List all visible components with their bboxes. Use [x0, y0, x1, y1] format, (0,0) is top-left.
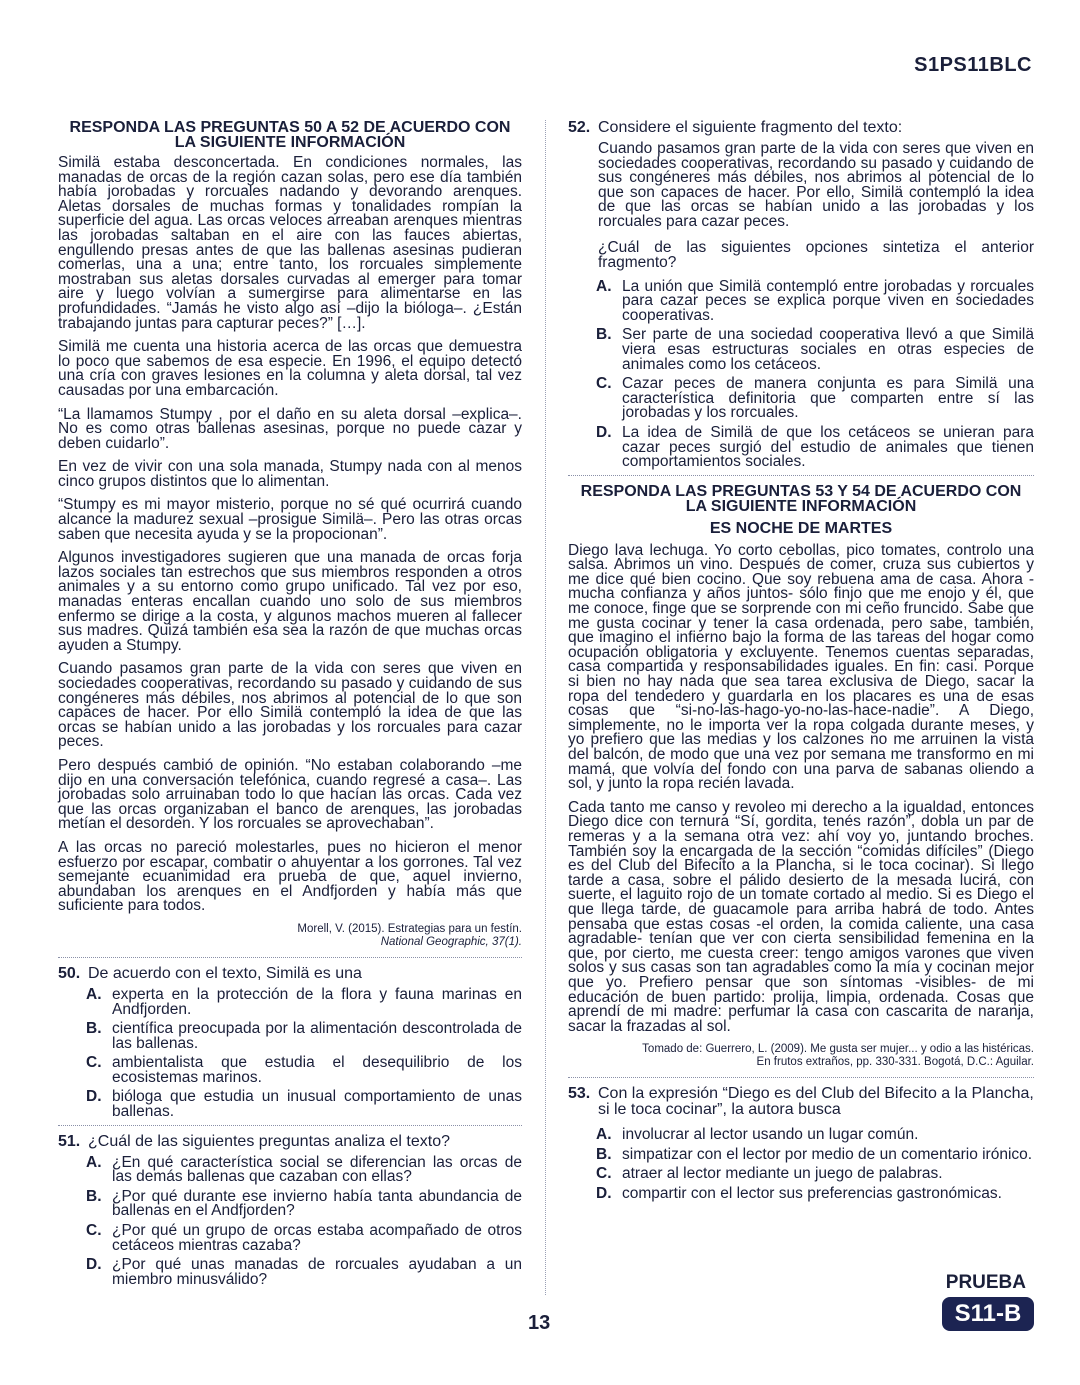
separator: [58, 1125, 522, 1126]
question-stem: ¿Cuál de las siguientes preguntas analiza el texto?: [88, 1132, 450, 1150]
citation-line: Tomado de: Guerrero, L. (2009). Me gusta ser mujer... y odio a las histéricas.: [642, 1043, 1034, 1056]
option-text: involucrar al lector usando un lugar común.: [622, 1126, 919, 1144]
option-letter: B.: [86, 1020, 102, 1038]
section-heading-50-52: RESPONDA LAS PREGUNTAS 50 A 52 DE ACUERDO CON LA SIGUIENTE INFORMACIÓN: [69, 119, 511, 151]
answer-option-b[interactable]: [86, 1187, 522, 1220]
reading-paragraph: Diego lava lechuga. Yo corto cebollas, pico tomates, controlo una salsa. Abrimos un vino. Después de comer, cruza sus cubiertos y me dice qué bien cocino. Que soy rebuena ama de casa. Ahora -mucha confianza y años juntos- sólo finjo que me enojo y él, que me conoce, finge que se sorprende con mi ceño fruncido. Sabe que me gusta cocinar y tener la casa ordenada, pero sabe, también, que imagino el infierno bajo la forma de las tareas del hogar como ocupación obligatoria y excluyente. Tenemos cuentas separadas, casa compartida y responsabilidades iguales. En fin: casi. Porque si bien no hay nada que sea tarea exclusiva de Diego, sacar la ropa del tendedero y guardarla en los placares es una de esas cosas que “si-no-las-hago-yo-no-las-hace-nadie”. A Diego, simplemente, no le importa ver la ropa colgada durante meses, y yo prefiero que las medias y los calzones no me arruinen la vista del balcón, de modo que una vez por semana me transformo en mi mamá, que volvía del fondo con una parva de sabanas oliendo a sol, y junto la ropa recién lavada.: [568, 541, 1034, 793]
question-52: [568, 120, 1034, 136]
option-letter: B.: [596, 326, 612, 344]
answer-option-a[interactable]: [596, 1128, 1034, 1143]
question-prompt: ¿Cuál de las siguientes opciones sintetiza el anterior fragmento?: [598, 238, 1034, 271]
option-letter: B.: [86, 1187, 102, 1205]
question-51-options: [86, 1153, 522, 1288]
question-53: [568, 1086, 1034, 1118]
answer-option-d[interactable]: [86, 1258, 522, 1287]
quoted-fragment: Cuando pasamos gran parte de la vida con seres que viven en sociedades cooperativas, recordando su pasado y cuidando de sus congéneres más débiles, nos abrimos al potencial de lo que son capaces de hacer. Por ello, Similä contempló la idea de que las orcas se habían unido a las jorobadas y los rorcuales para cazar peces.: [598, 140, 1034, 230]
question-52-options: [596, 277, 1034, 471]
option-text: Cazar peces de manera conjunta es para Similä una característica definitoria que comparten entre sí las jorobadas y los rorcuales.: [622, 375, 1034, 422]
test-label: PRUEBA: [945, 1272, 1026, 1293]
citation-line: National Geographic, 37(1).: [380, 935, 522, 948]
option-text: bióloga que estudia un inusual comportamiento de unas ballenas.: [112, 1088, 522, 1121]
question-number: 51.: [58, 1132, 81, 1150]
option-text: atraer al lector mediante un juego de palabras.: [622, 1165, 943, 1183]
option-text: simpatizar con el lector por medio de un comentario irónico.: [622, 1145, 1033, 1163]
reading-paragraph: Pero después cambió de opinión. “No estaban colaborando –me dijo en una conversación telefónica, cuando regresé a casa–. Las jorobadas solo arruinaban todo lo que hacían las orcas. Cada vez que las orcas organizaban el banco de arenques, las jorobadas metían el desorden. Y los rorcuales se aprovechaban”.: [58, 756, 522, 833]
option-letter: D.: [596, 423, 612, 441]
question-51: [58, 1134, 522, 1150]
option-text: ¿En qué característica social se diferencian las orcas de las demás ballenas que cazaban con ellas?: [112, 1153, 522, 1186]
answer-option-a[interactable]: [596, 277, 1034, 324]
question-stem: Con la expresión “Diego es del Club del Bifecito a la Plancha, si le toca cocinar”, la autora busca: [598, 1085, 1034, 1119]
answer-option-d[interactable]: [86, 1090, 522, 1119]
option-text: ambientalista que estudia el desequilibrio de los ecosistemas marinos.: [112, 1054, 522, 1086]
option-text: experta en la protección de la flora y fauna marinas en Andfjorden.: [112, 985, 522, 1018]
reading-paragraph: “La llamamos Stumpy , por el daño en su aleta dorsal –explica–. No es como otras ballenas asesinas, porque no puede cazar y deben cuidarlo”.: [58, 405, 522, 452]
answer-option-d[interactable]: [596, 1187, 1034, 1202]
option-letter: B.: [596, 1145, 612, 1163]
page-number: 13: [528, 1312, 551, 1334]
option-text: ¿Por qué durante ese invierno había tanta abundancia de ballenas en el Andfjorden?: [112, 1187, 522, 1220]
booklet-code: S1PS11BLC: [914, 54, 1032, 76]
option-text: ¿Por qué un grupo de orcas estaba acompañado de otros cetáceos mientras cazaba?: [112, 1222, 522, 1254]
option-letter: D.: [596, 1185, 612, 1203]
option-letter: C.: [596, 375, 612, 393]
source-citation: [568, 1043, 1034, 1069]
column-divider: [545, 120, 546, 1295]
question-number: 50.: [58, 964, 81, 982]
reading-paragraph: Algunos investigadores sugieren que una manada de orcas forja lazos sociales tan estrechos que sus miembros responden a otros animales y a su entorno como grupo unificado. Tal vez por eso, manadas enteras encallan cuando uno solo de sus miembros enfermo se dirige a la costa, y algunos machos mueren al fallecer sus madres. Quizá también esa sea la razón de que muchas orcas ayuden a Stumpy.: [58, 549, 522, 654]
separator: [58, 957, 522, 958]
option-letter: A.: [86, 985, 102, 1003]
answer-option-c[interactable]: [596, 1167, 1034, 1182]
source-citation: [58, 923, 522, 949]
left-column: [58, 120, 522, 1292]
answer-option-c[interactable]: [596, 377, 1034, 421]
reading-paragraph: Cuando pasamos gran parte de la vida con seres que viven en sociedades cooperativas, recordando su pasado y cuidando de sus congéneres más débiles, nos abrimos al potencial de lo que son capaces de hacer. Por ello Similä contempló la idea de que las orcas se habían unido a las jorobadas y los rorcuales para cazar peces.: [58, 660, 522, 751]
reading-paragraph: Similä me cuenta una historia acerca de las orcas que demuestra lo poco que sabemos de esa especie. En 1996, el equipo detectó una cría con graves lesiones en la columna y aleta dorsal, tal vez causadas por una embarcación.: [58, 338, 522, 399]
right-column: [568, 120, 1034, 1207]
option-letter: C.: [86, 1054, 102, 1072]
section-heading-53-54: RESPONDA LAS PREGUNTAS 53 Y 54 DE ACUERDO CON LA SIGUIENTE INFORMACIÓN: [580, 482, 1022, 515]
answer-option-a[interactable]: [86, 985, 522, 1018]
question-50: [58, 966, 522, 982]
test-code-badge: S11-B: [942, 1297, 1034, 1331]
option-letter: D.: [86, 1088, 102, 1106]
answer-option-d[interactable]: [596, 423, 1034, 471]
question-stem: Considere el siguiente fragmento del texto:: [598, 119, 903, 136]
option-letter: D.: [86, 1256, 102, 1274]
reading-paragraph: “Stumpy es mi mayor misterio, porque no sé qué ocurrirá cuando alcance la madurez sexual –prosigue Similä–. Pero las otras orcas saben que necesita ayuda y se la propocionan”.: [58, 496, 522, 543]
citation-line: Morell, V. (2015). Estrategias para un festín.: [297, 922, 522, 935]
question-stem: De acuerdo con el texto, Similä es una: [88, 964, 362, 982]
option-letter: A.: [86, 1153, 102, 1171]
question-50-options: [86, 985, 522, 1121]
answer-option-b[interactable]: [596, 328, 1034, 372]
citation-line: En frutos extraños, pp. 330-331. Bogotá, D.C.: Aguilar.: [756, 1056, 1034, 1069]
reading-paragraph: Cada tanto me canso y revoleo mi derecho a la igualdad, entonces Diego dice con ternura “Sí, gordita, tenés razón”, dobla un par de remeras y a la semana otra vez: ahí voy yo, juntando broches. También soy la encargada de la sección “comidas difíciles” (Diego es del Club del Bifecito a la Plancha, si le toca cocinar). Si llego tarde a casa, sobre el pálido desierto de la mesada lucirá, con suerte, el laguito rojo de un tomate cortado al medio. Si es Diego el que llega tarde, de guacamole para arriba habrá de todo. Antes pensaba que estas cosas -el orden, la comida caliente, una casa agradable- tenían que ver con cierta sensibilidad femenina en la que, por cierto, me cuesta creer: tengo amigos varones que viven solos y sus casas son tan agradables como la mía y cocinan mejor que yo. Prefiero pensar que son síntomas -visibles- de mi educación de buen partido: prolija, limpia, ordenada. Cosas que aprendí de mi madre: perfumar la casa con cascarita de naranja, sacar la frazadas al sol.: [568, 798, 1034, 1035]
answer-option-b[interactable]: [596, 1145, 1034, 1163]
reading-paragraph: Similä estaba desconcertada. En condiciones normales, las manadas de orcas de la región cazan solas, pero ese día también había jorobadas y rorcuales nadando y devorando arenques. Aletas dorsales de muchas formas y tonalidades rompían la superficie del agua. Las orcas veloces arreaban arenques mientras las jorobadas saltaban en el aire con las fauces abiertas, engullendo presas antes de que las ballenas asesinas pudieran comerlas, una a una; entre tanto, los rorcuales simplemente mostraban sus aletas dorsales curvadas al emerger para tomar aire y luego volvían a sumergirse para alimentarse en las profundidades. “Jamás he visto algo así –dijo la bióloga–. ¿Están trabajando juntas para capturar peces?” […].: [58, 154, 522, 332]
reading-paragraph: En vez de vivir con una sola manada, Stumpy nada con al menos cinco grupos distintos que lo alimentan.: [58, 458, 522, 490]
answer-option-c[interactable]: [86, 1224, 522, 1253]
option-letter: C.: [86, 1222, 102, 1240]
separator: [568, 1077, 1034, 1078]
option-letter: A.: [596, 277, 612, 295]
answer-option-b[interactable]: [86, 1022, 522, 1051]
question-number: 52.: [568, 119, 591, 136]
question-number: 53.: [568, 1085, 591, 1103]
option-letter: A.: [596, 1126, 612, 1144]
option-text: La unión que Similä contempló entre jorobadas y rorcuales para cazar peces se explica porque viven en sociedades cooperativas.: [622, 277, 1034, 324]
answer-option-c[interactable]: [86, 1056, 522, 1085]
reading-paragraph: A las orcas no pareció molestarles, pues no hicieron el menor esfuerzo por escapar, combatir o ahuyentar a los gorrones. Tal vez semejante ecuanimidad era prueba de que, aquel invierno, abundaban los arenques en el Andfjorden y había más que suficiente para todos.: [58, 838, 522, 915]
story-title: ES NOCHE DE MARTES: [709, 519, 893, 537]
answer-option-a[interactable]: [86, 1153, 522, 1186]
option-text: ¿Por qué unas manadas de rorcuales ayudaban a un miembro minusválido?: [112, 1256, 522, 1288]
option-text: La idea de Similä de que los cetáceos se unieran para cazar peces surgió del estudio de animales que tienen comportamientos sociales.: [622, 423, 1034, 471]
separator: [568, 475, 1034, 476]
option-letter: C.: [596, 1165, 612, 1183]
option-text: Ser parte de una sociedad cooperativa llevó a que Similä viera esas estructuras sociales en otras especies de animales como los cetáceos.: [622, 326, 1034, 373]
option-text: científica preocupada por la alimentación descontrolada de las ballenas.: [112, 1020, 522, 1052]
option-text: compartir con el lector sus preferencias gastronómicas.: [622, 1185, 1002, 1203]
question-53-options: [596, 1128, 1034, 1201]
